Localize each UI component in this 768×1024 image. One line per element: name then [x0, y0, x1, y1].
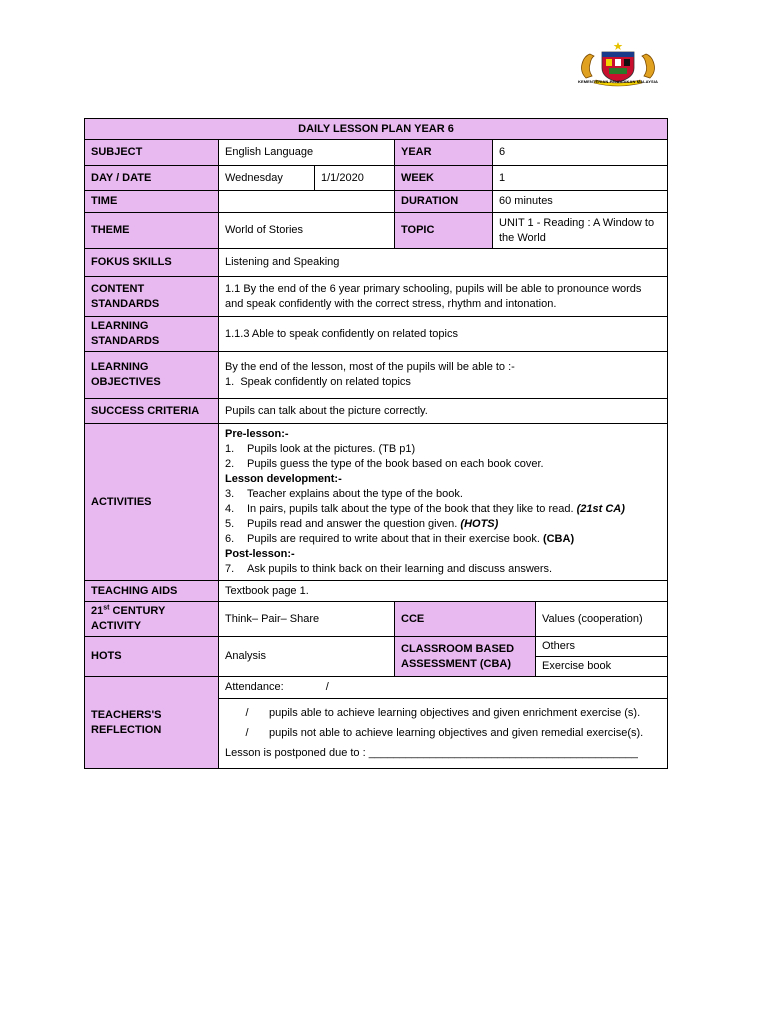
- objective-number: 1.: [225, 376, 235, 388]
- post-lesson-heading: Post-lesson:-: [225, 548, 295, 560]
- lesson-development-heading: Lesson development:-: [225, 473, 342, 485]
- objective-text: Speak confidently on related topics: [240, 376, 411, 388]
- date-value: 1/1/2020: [315, 166, 395, 191]
- ministry-caption: KEMENTERIAN PENDIDIKAN MALAYSIA: [577, 79, 659, 84]
- cce-label: CCE: [395, 602, 536, 637]
- activity-item: 7. Ask pupils to think back on their learning and discuss answers.: [225, 563, 553, 575]
- topic-label: TOPIC: [395, 213, 493, 249]
- cba-value-others: Others: [536, 637, 668, 657]
- learning-objectives-value: [219, 352, 668, 399]
- attendance-row: Attendance: /: [219, 677, 668, 699]
- duration-label: DURATION: [395, 191, 493, 213]
- hots-label: HOTS: [85, 637, 219, 677]
- week-label: WEEK: [395, 166, 493, 191]
- subject-label: SUBJECT: [85, 140, 219, 166]
- objectives-intro: By the end of the lesson, most of the pupils will be able to :-: [225, 361, 515, 373]
- activities-label: ACTIVITIES: [85, 424, 219, 581]
- success-criteria-value: Pupils can talk about the picture correctly.: [219, 399, 668, 424]
- activity-item: 6. Pupils are required to write about that in their exercise book. (CBA): [225, 533, 575, 545]
- focus-skills-value: Listening and Speaking: [219, 249, 668, 277]
- cce-value: Values (cooperation): [536, 602, 668, 637]
- activity-item: 2. Pupils guess the type of the book based on each book cover.: [225, 458, 544, 470]
- teaching-aids-value: Textbook page 1.: [219, 581, 668, 602]
- theme-value: World of Stories: [219, 213, 395, 249]
- year-label: YEAR: [395, 140, 493, 166]
- reflection-remedial: / pupils not able to achieve learning objectives and given remedial exercise(s).: [245, 727, 644, 739]
- teaching-aids-label: TEACHING AIDS: [85, 581, 219, 602]
- reflection-value: [219, 699, 668, 769]
- lesson-plan-table: [84, 118, 668, 769]
- year-value: 6: [493, 140, 668, 166]
- activity-item: 5. Pupils read and answer the question given. (HOTS): [225, 518, 499, 530]
- cba-label: CLASSROOM BASED ASSESSMENT (CBA): [395, 637, 536, 677]
- activity-item: 1. Pupils look at the pictures. (TB p1): [225, 443, 416, 455]
- topic-value: UNIT 1 - Reading : A Window to the World: [493, 213, 668, 249]
- day-date-label: DAY / DATE: [85, 166, 219, 191]
- teachers-reflection-label: TEACHERS'S REFLECTION: [85, 677, 219, 769]
- day-value: Wednesday: [219, 166, 315, 191]
- success-criteria-label: SUCCESS CRITERIA: [85, 399, 219, 424]
- reflection-enrichment: / pupils able to achieve learning objectives and given enrichment exercise (s).: [245, 707, 641, 719]
- learning-objectives-label: LEARNING OBJECTIVES: [85, 352, 219, 399]
- cba-value-exercise-book: Exercise book: [536, 657, 668, 677]
- duration-value: 60 minutes: [493, 191, 668, 213]
- century-activity-label: 21st CENTURY ACTIVITY: [85, 602, 219, 637]
- hots-value: Analysis: [219, 637, 395, 677]
- pre-lesson-heading: Pre-lesson:-: [225, 428, 289, 440]
- theme-label: THEME: [85, 213, 219, 249]
- learning-standards-value: 1.1.3 Able to speak confidently on related topics: [219, 317, 668, 352]
- century-activity-value: Think– Pair– Share: [219, 602, 395, 637]
- learning-standards-label: LEARNING STANDARDS: [85, 317, 219, 352]
- plan-title: DAILY LESSON PLAN YEAR 6: [85, 119, 668, 140]
- week-value: 1: [493, 166, 668, 191]
- activities-value: [219, 424, 668, 581]
- objective-item: [225, 375, 661, 390]
- time-label: TIME: [85, 191, 219, 213]
- activity-item: 3. Teacher explains about the type of the book.: [225, 488, 463, 500]
- time-value: [219, 191, 395, 213]
- content-standards-label: CONTENT STANDARDS: [85, 277, 219, 317]
- focus-skills-label: FOKUS SKILLS: [85, 249, 219, 277]
- reflection-postponed: Lesson is postponed due to : ____________________________________________: [225, 747, 638, 759]
- subject-value: English Language: [219, 140, 395, 166]
- activity-item: 4. In pairs, pupils talk about the type of the book that they like to read. (21st CA): [225, 503, 625, 515]
- content-standards-value: 1.1 By the end of the 6 year primary schooling, pupils will be able to pronounce words and speak confidently with the correct stress, rhythm and intonation.: [219, 277, 668, 317]
